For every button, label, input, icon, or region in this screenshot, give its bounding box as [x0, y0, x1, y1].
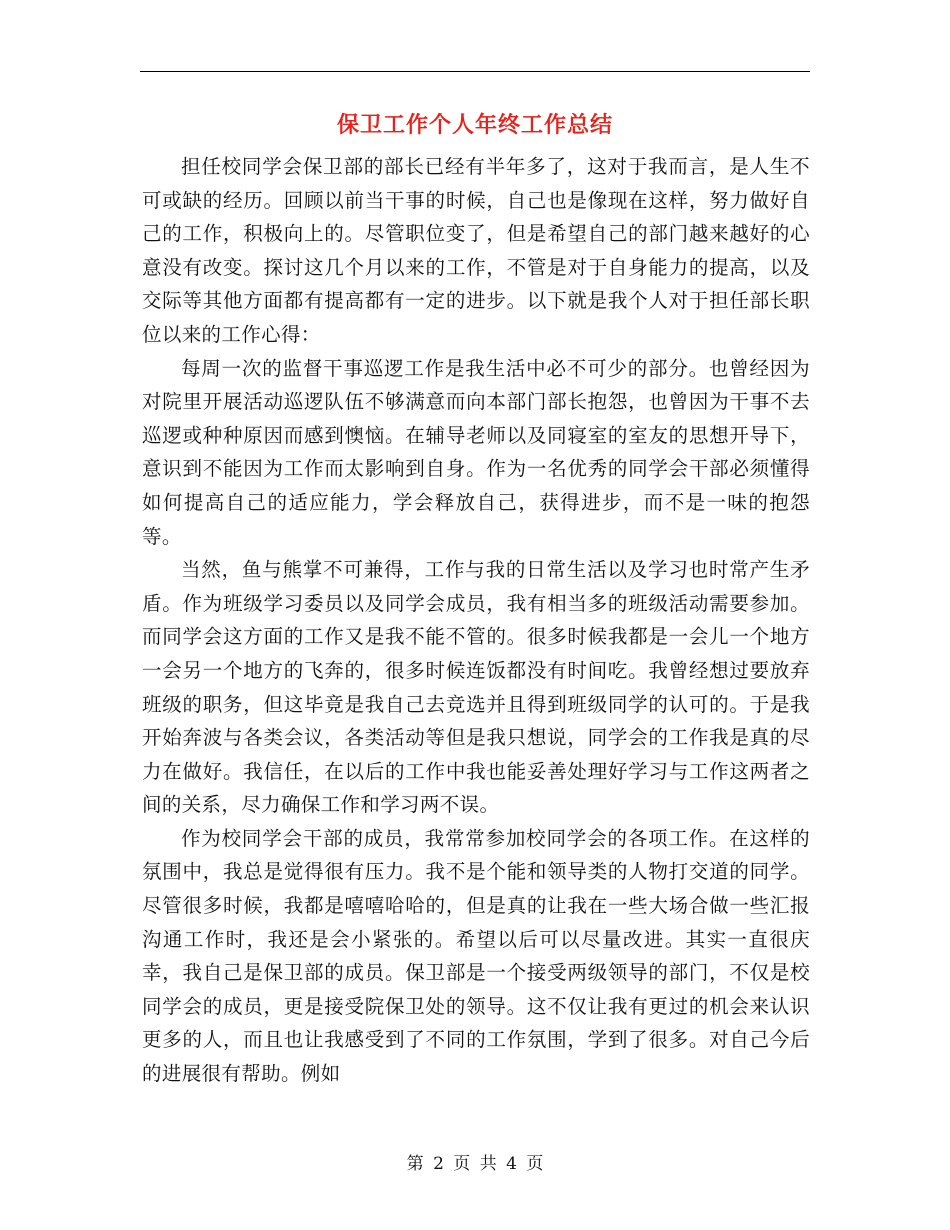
paragraph-3: 当然，鱼与熊掌不可兼得，工作与我的日常生活以及学习也时常产生矛盾。作为班级学习委员以及同学会成员，我有相当多的班级活动需要参加。而同学会这方面的工作又是我不能不管的。很多时候我都是一会儿一个地方一会另一个地方的飞奔的，很多时候连饭都没有时间吃。我曾经想过要放弃班级的职务，但这毕竟是我自己去竞选并且得到班级同学的认可的。于是我开始奔波与各类会议，各类活动等但是我只想说，同学会的工作我是真的尽力在做好。我信任，在以后的工作中我也能妥善处理好学习与工作这两者之间的关系，尽力确保工作和学习两不误。 — [142, 558, 810, 817]
paragraph-4: 作为校同学会干部的成员，我常常参加校同学会的各项工作。在这样的氛围中，我总是觉得很有压力。我不是个能和领导类的人物打交道的同学。尽管很多时候，我都是嘻嘻哈哈的，但是真的让我在一些大场合做一些汇报沟通工作时，我还是会小紧张的。希望以后可以尽量改进。其实一直很庆幸，我自己是保卫部的成员。保卫部是一个接受两级领导的部门，不仅是校同学会的成员，更是接受院保卫处的领导。这不仅让我有更过的机会来认识更多的人，而且也让我感受到了不同的工作氛围，学到了很多。对自己今后的进展很有帮助。例如 — [142, 826, 810, 1086]
paragraph-2: 每周一次的监督干事巡逻工作是我生活中必不可少的部分。也曾经因为对院里开展活动巡逻队伍不够满意而向本部门部长抱怨，也曾因为干事不去巡逻或种种原因而感到懊恼。在辅导老师以及同寝室的室友的思想开导下，意识到不能因为工作而太影响到自身。作为一名优秀的同学会干部必须懂得如何提高自己的适应能力，学会释放自己，获得进步，而不是一味的抱怨等。 — [142, 356, 810, 548]
page-number-footer: 第 2 页 共 4 页 — [406, 1154, 544, 1174]
document-body — [142, 150, 810, 1091]
header-rule — [140, 71, 810, 72]
document-title: 保卫工作个人年终工作总结 — [336, 112, 613, 138]
paragraph-1: 担任校同学会保卫部的部长已经有半年多了，这对于我而言，是人生不可或缺的经历。回顾以前当干事的时候，自己也是像现在这样，努力做好自己的工作，积极向上的。尽管职位变了，但是希望自己的部门越来越好的心意没有改变。探讨这几个月以来的工作，不管是对于自身能力的提高，以及交际等其他方面都有提高都有一定的进步。以下就是我个人对于担任部长职位以来的工作心得： — [142, 155, 810, 346]
